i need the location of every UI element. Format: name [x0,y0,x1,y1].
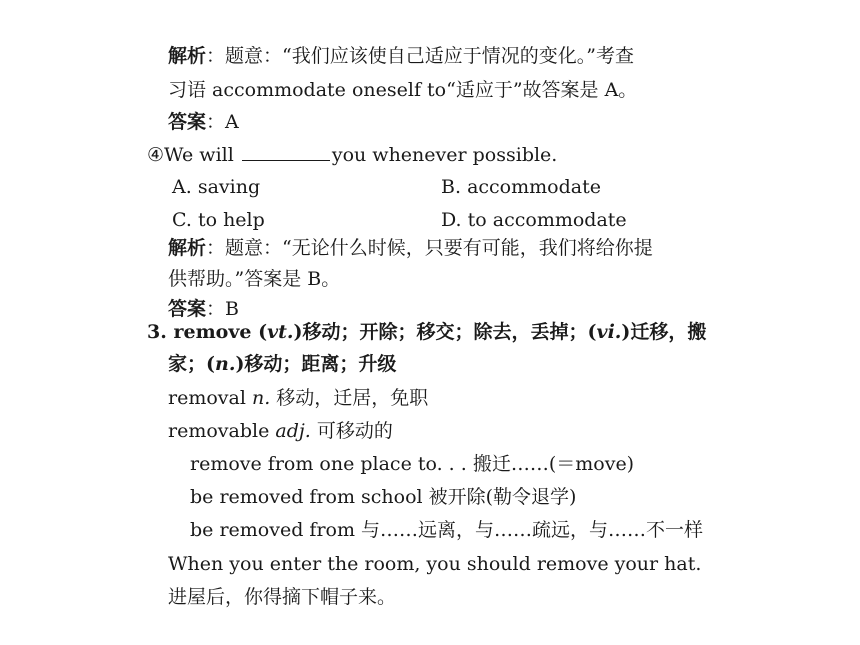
analysis-1-line-1 [168,44,634,68]
analysis-2-line-1 [168,236,653,260]
option-d-text: to accommodate [467,209,627,231]
entry-3-meaning-2: )迁移，搬 [621,321,707,343]
entry-3-meaning-1: 移动；开除；移交；除去，丢掉；( [302,321,597,343]
entry-3-line-2 [168,352,396,376]
derivative-removal-meaning: 移动，迁居，免职 [276,387,429,409]
question-4-after-blank: you whenever possible. [331,144,558,166]
derivative-removal-word: removal [168,387,246,409]
answer-2-label: 答案 [168,298,207,320]
analysis-1-sep: ： [206,45,226,67]
analysis-1-text-1: 题意：“我们应该使自己适应于情况的变化。”考查 [225,45,634,67]
analysis-1-line-2 [168,78,637,102]
option-b-key: B. [441,176,462,198]
derivative-removable [168,419,393,443]
entry-3-pos-1: vt. [267,321,294,343]
option-d [441,208,627,232]
entry-3-pos-2: vi. [596,321,622,343]
phrase-2: be removed from school 被开除(勒令退学) [190,486,577,508]
answer-1-label: 答案 [168,111,207,133]
option-a-text: saving [197,176,261,198]
entry-3-word: remove [173,321,252,343]
example-chinese: 进屋后，你得摘下帽子来。 [168,586,397,608]
answer-1-sep: ： [206,111,226,133]
analysis-1-text-2: 习语 accommodate oneself to“适应于”故答案是 A。 [168,79,638,101]
entry-3-line-1: 3. remove (vt.)移动；开除；移交；除去，丢掉；(vi.)迁移，搬 [147,321,707,343]
question-4-marker: ④ [147,144,165,166]
option-b-text: accommodate [467,176,601,198]
option-d-key: D. [441,209,462,231]
analysis-2-text-1: 题意：“无论什么时候，只要有可能，我们将给你提 [225,237,653,259]
answer-1 [168,110,239,134]
option-c-key: C. [172,209,192,231]
analysis-1-label: 解析 [168,45,207,67]
answer-2-sep: ： [206,298,226,320]
entry-3-line-2-b: )移动；距离；升级 [235,353,397,375]
analysis-2-line-2 [168,267,340,291]
question-4-before-blank: We will [164,144,234,166]
analysis-2-text-2: 供帮助。”答案是 B。 [168,268,341,290]
analysis-2-label: 解析 [168,237,207,259]
entry-3-number: 3. [147,321,167,343]
option-b [441,175,601,199]
entry-3-line-2-a: 家；( [168,353,215,375]
option-c [172,208,265,232]
phrase-1: remove from one place to. . . 搬迁……(＝move) [190,453,635,475]
derivative-removal [168,386,428,410]
phrase-3: be removed from 与……远离，与……疏远，与……不一样 [190,519,704,541]
option-a-key: A. [172,176,192,198]
answer-2 [168,297,239,321]
question-4-stem [147,142,557,167]
answer-1-value: A [225,111,239,133]
derivative-removable-pos: adj. [275,420,311,442]
entry-3-pos-3: n. [215,353,236,375]
derivative-removal-pos: n. [251,387,271,409]
option-c-text: to help [197,209,265,231]
answer-2-value: B [225,298,239,320]
derivative-removable-meaning: 可移动的 [316,420,393,442]
option-a [172,175,260,199]
example-english: When you enter the room, you should remove your hat. [168,553,702,575]
analysis-2-sep: ： [206,237,226,259]
answer-blank [242,142,330,161]
derivative-removable-word: removable [168,420,270,442]
